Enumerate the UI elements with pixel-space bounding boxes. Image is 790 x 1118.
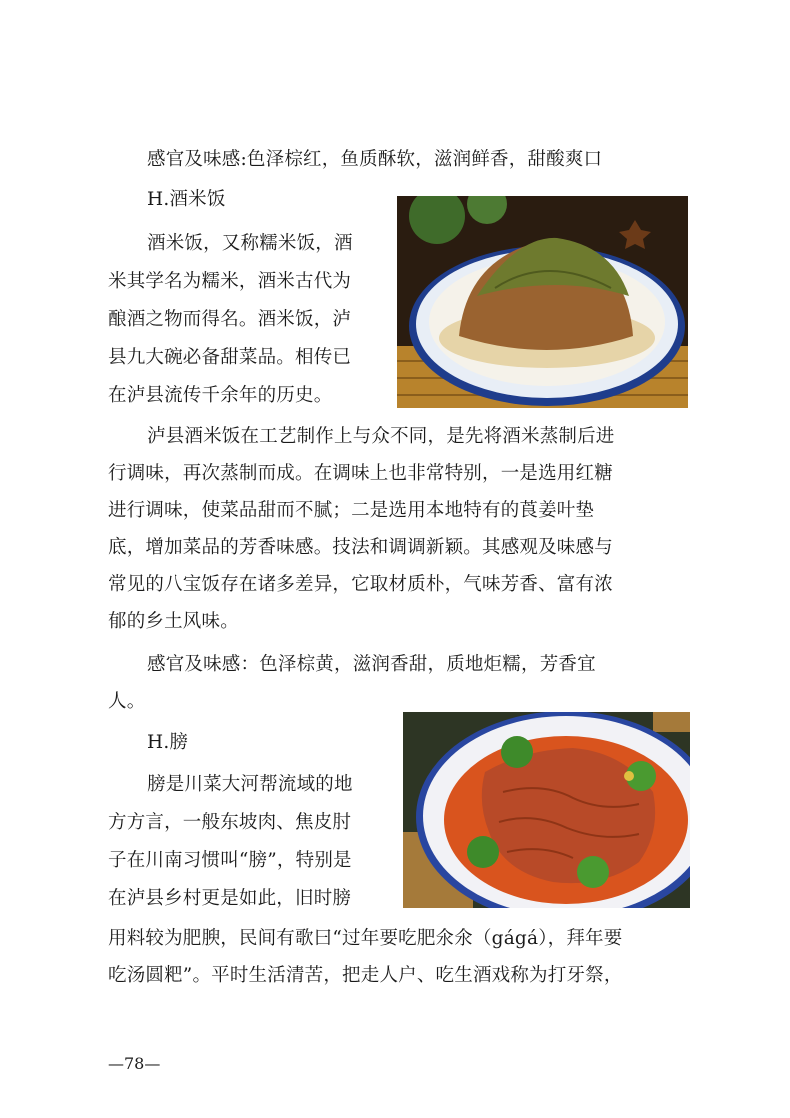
section-heading-pang: H.膀 [147,732,189,753]
rice-para-line: 米其学名为糯米，酒米古代为 [108,271,352,292]
rice-dish-image [397,196,688,408]
pang-para-line: 子在川南习惯叫“膀”，特别是 [108,850,352,871]
rice-detail-line: 郁的乡土风味。 [108,611,239,632]
rice-para-line: 县九大碗必备甜菜品。相传已 [108,347,352,368]
pang-para-line: 吃汤圆粑”。平时生活清苦，把走人户、吃生酒戏称为打牙祭， [108,965,623,986]
pang-para-line: 方方言，一般东坡肉、焦皮肘 [108,812,352,833]
rice-sensory-line: 人。 [108,691,146,712]
section-heading-rice: H.酒米饭 [147,189,226,210]
rice-detail-line: 常见的八宝饭存在诸多差异，它取材质朴，气味芳香、富有浓 [108,574,613,595]
pang-para-line: 用料较为肥腴，民间有歌曰“过年要吃肥氽氽（gágá），拜年要 [108,928,623,949]
rice-detail-line: 进行调味，使菜品甜而不腻；二是选用本地特有的莨姜叶垫 [108,500,595,521]
rice-para-line: 酿酒之物而得名。酒米饭，泸 [108,309,352,330]
rice-detail-line: 底，增加菜品的芳香味感。技法和调调新颖。其感观及味感与 [108,537,613,558]
sensory-line-fish: 感官及味感:色泽棕红，鱼质酥软，滋润鲜香，甜酸爽口 [147,149,603,170]
pang-para-line: 膀是川菜大河帮流域的地 [147,774,353,795]
rice-para-line: 在泸县流传千余年的历史。 [108,385,333,406]
rice-sensory-line: 感官及味感：色泽棕黄，滋润香甜，质地炬糯，芳香宜 [147,654,596,675]
page-number: —78— [108,1054,161,1073]
rice-detail-line: 泸县酒米饭在工艺制作上与众不同，是先将酒米蒸制后进 [147,426,615,447]
pork-dish-image [403,712,690,908]
rice-para-line: 酒米饭，又称糯米饭，酒 [147,233,353,254]
pang-para-line: 在泸县乡村更是如此，旧时膀 [108,888,352,909]
rice-detail-line: 行调味，再次蒸制而成。在调味上也非常特别，一是选用红糖 [108,463,613,484]
